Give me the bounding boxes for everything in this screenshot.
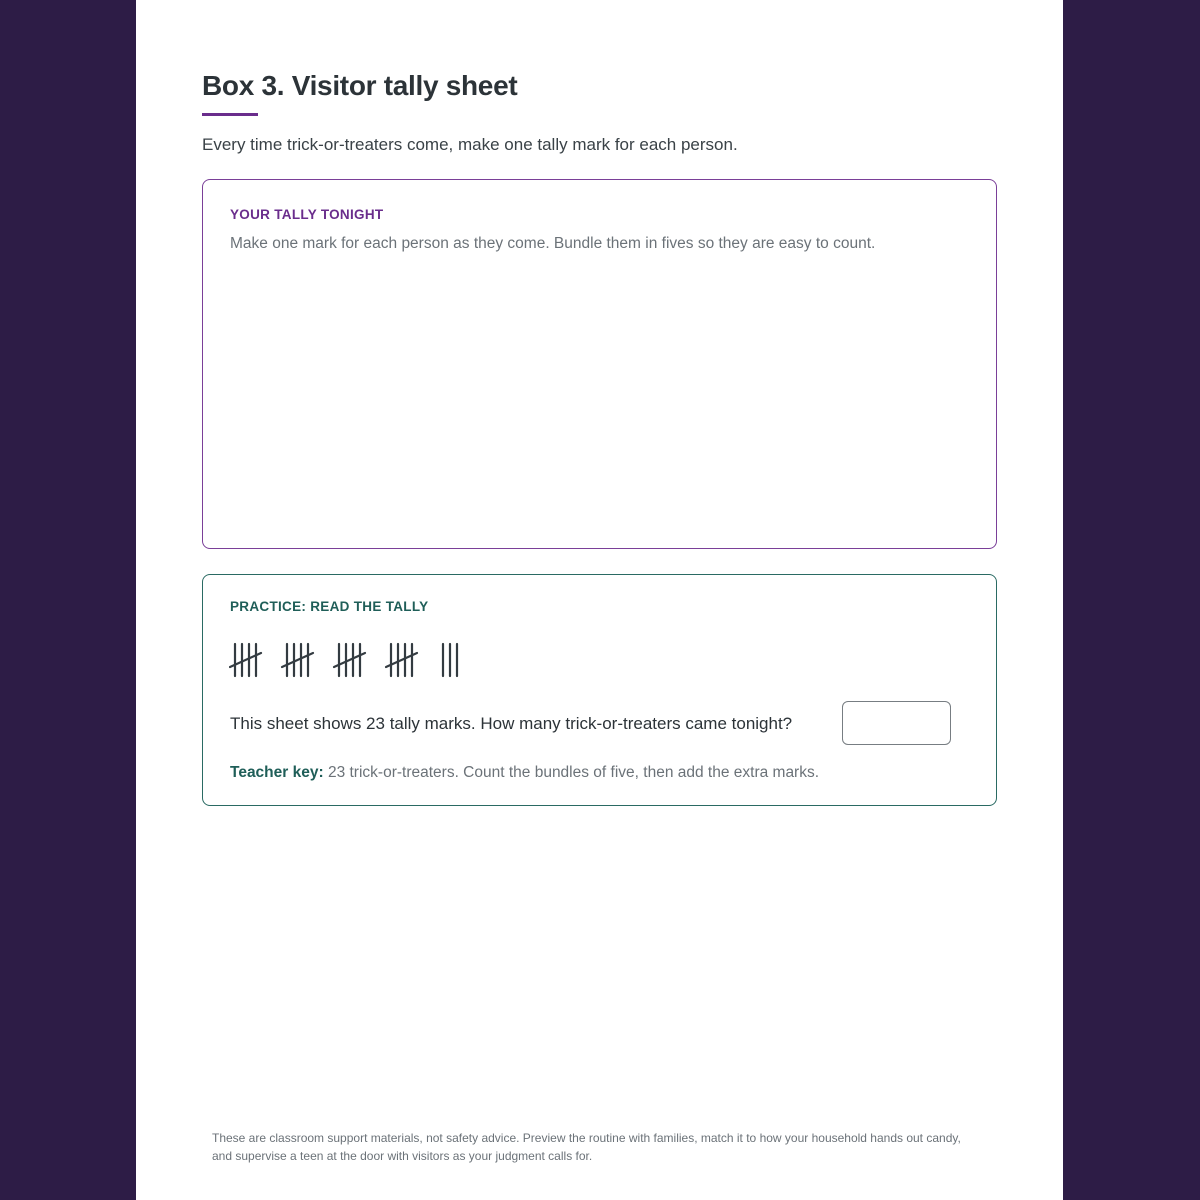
tally-marks: [229, 639, 509, 681]
title-underline: [202, 113, 258, 116]
tally-writing-box[interactable]: [202, 179, 997, 549]
teacher-key-label: Teacher key:: [230, 764, 324, 781]
practice-box: [202, 574, 997, 806]
practice-question: This sheet shows 23 tally marks. How many trick-or-treaters came tonight?: [230, 714, 793, 733]
footer-disclaimer: These are classroom support materials, not safety advice. Preview the routine with families, match it to how your household hands out candy, and supervise a teen at the door with visitors as your judgment calls for.: [212, 1131, 961, 1163]
practice-box-label: PRACTICE: READ THE TALLY: [230, 599, 429, 614]
tally-box-hint: Make one mark for each person as they come. Bundle them in fives so they are easy to count.: [230, 235, 876, 252]
teacher-key-text: 23 trick-or-treaters. Count the bundles of five, then add the extra marks.: [327, 764, 820, 781]
worksheet-page: [136, 0, 1063, 1200]
page-title: Box 3. Visitor tally sheet: [202, 70, 518, 101]
teacher-key: [230, 764, 819, 782]
tally-box-label: YOUR TALLY TONIGHT: [230, 207, 384, 222]
intro-text: Every time trick-or-treaters come, make one tally mark for each person.: [202, 135, 738, 154]
answer-input[interactable]: [842, 701, 951, 745]
